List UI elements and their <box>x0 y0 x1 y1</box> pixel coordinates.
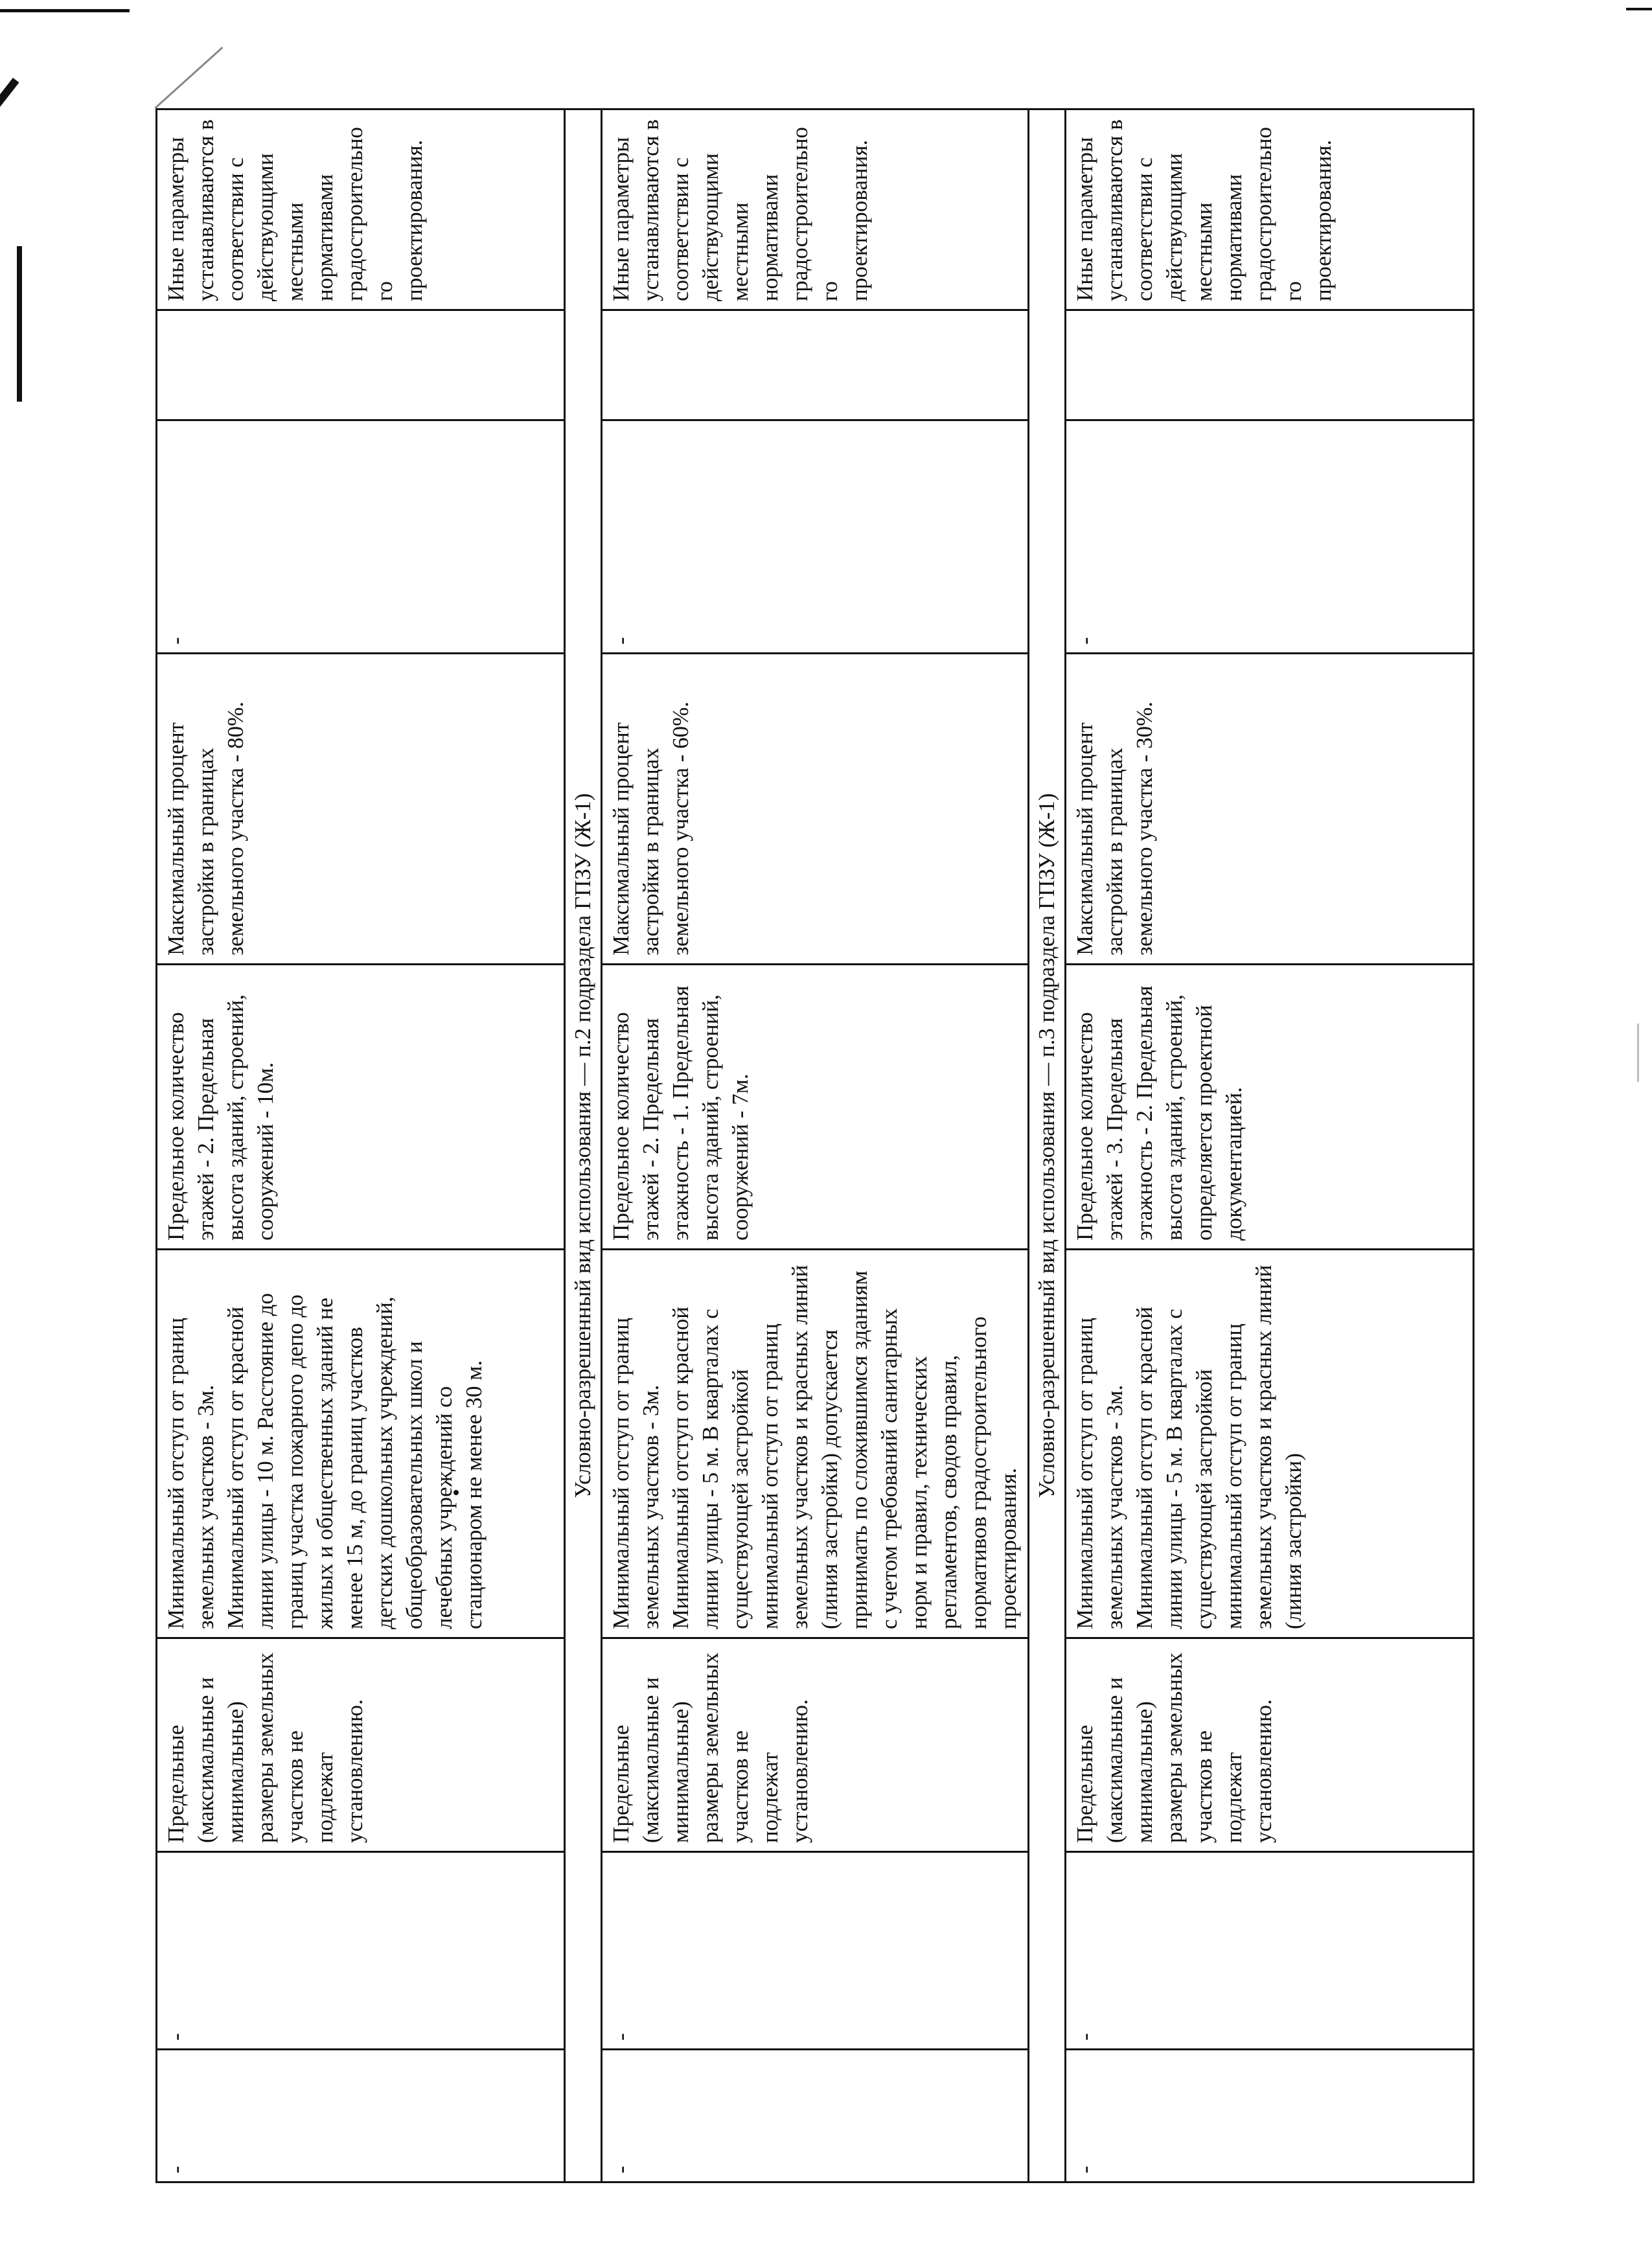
table-cell: Предельное количество этажей - 2. Предельная этажность - 1. Предельная высота зданий, строений, сооружений - 7м. <box>602 965 1029 1250</box>
table-cell: Предельное количество этажей - 2. Предельная высота зданий, строений, сооружений - 10м. <box>157 965 565 1250</box>
scan-artifact <box>0 9 130 12</box>
table-cell <box>1066 310 1474 420</box>
table-cell: - <box>157 420 565 654</box>
table-cell: Предельные (максимальные и минимальные) размеры земельных участков не подлежат установлению. <box>1066 1638 1474 1852</box>
table-cell: Минимальный отступ от границ земельных участков - 3м. Минимальный отступ от красной линии улицы - 5 м. В кварталах с существующей застройкой минимальный отступ от границ земельных участков и красных линий (линия застройки) <box>1066 1250 1474 1638</box>
scan-artifact <box>17 246 22 402</box>
scan-artifact <box>1637 1024 1639 1082</box>
table-cell: Минимальный отступ от границ земельных участков - 3м. Минимальный отступ от красной линии улицы - 10 м. Расстояние до границ участка пожарного депо до жилых и общественных зданий не менее 15 м, до границ участков детских дошкольных учреждений, общеобразовательных школ и лечебных учреждений со стационаром не менее 30 м. <box>157 1250 565 1638</box>
table-cell: Максимальный процент застройки в границах земельного участка - 80%. <box>157 654 565 965</box>
scan-artifact <box>1626 8 1652 10</box>
table-cell: Максимальный процент застройки в границах земельного участка - 30%. <box>1066 654 1474 965</box>
section-heading-row <box>1029 109 1066 2182</box>
section-heading: Условно-разрешенный вид использования — п.2 подраздела ГПЗУ (Ж-1) <box>565 109 602 2182</box>
table-cell: Предельное количество этажей - 3. Предельная этажность - 2. Предельная высота зданий, строений, определяется проектной документацией. <box>1066 965 1474 1250</box>
table-cell: - <box>602 1852 1029 2050</box>
table-cell: Иные параметры устанавливаются в соответствии с действующими местными нормативами градостроительного проектирования. <box>1066 109 1474 310</box>
scan-artifact <box>0 78 19 149</box>
table-cell: - <box>157 1852 565 2050</box>
table-cell <box>157 310 565 420</box>
table-cell <box>602 310 1029 420</box>
table-cell: - <box>1066 1852 1474 2050</box>
table-row <box>157 109 565 2182</box>
table-cell: Иные параметры устанавливаются в соответствии с действующими местными нормативами градостроительного проектирования. <box>157 109 565 310</box>
table-cell: - <box>1066 420 1474 654</box>
table-cell: Предельные (максимальные и минимальные) размеры земельных участков не подлежат установлению. <box>602 1638 1029 1852</box>
section-heading-row <box>565 109 602 2182</box>
table-cell: Предельные (максимальные и минимальные) размеры земельных участков не подлежат установлению. <box>157 1638 565 1852</box>
table-cell: Иные параметры устанавливаются в соответствии с действующими местными нормативами градостроительного проектирования. <box>602 109 1029 310</box>
zoning-parameters-table <box>155 108 1474 2183</box>
scan-artifact <box>154 47 223 109</box>
table-row <box>1066 109 1474 2182</box>
table-cell: - <box>157 2050 565 2182</box>
table-cell: - <box>602 420 1029 654</box>
section-heading: Условно-разрешенный вид использования — п.3 подраздела ГПЗУ (Ж-1) <box>1029 109 1066 2182</box>
table-row <box>602 109 1029 2182</box>
rotated-document-page <box>155 110 1503 2183</box>
table-cell: Максимальный процент застройки в границах земельного участка - 60%. <box>602 654 1029 965</box>
table-cell: - <box>1066 2050 1474 2182</box>
table-cell: - <box>602 2050 1029 2182</box>
table-cell: Минимальный отступ от границ земельных участков - 3м. Минимальный отступ от красной линии улицы - 5 м. В кварталах с существующей застройкой минимальный отступ от границ земельных участков и красных линий (линия застройки) допускается принимать по сложившимся зданиям с учетом требований санитарных норм и правил, технических регламентов, сводов правил, нормативов градостроительного проектирования. <box>602 1250 1029 1638</box>
